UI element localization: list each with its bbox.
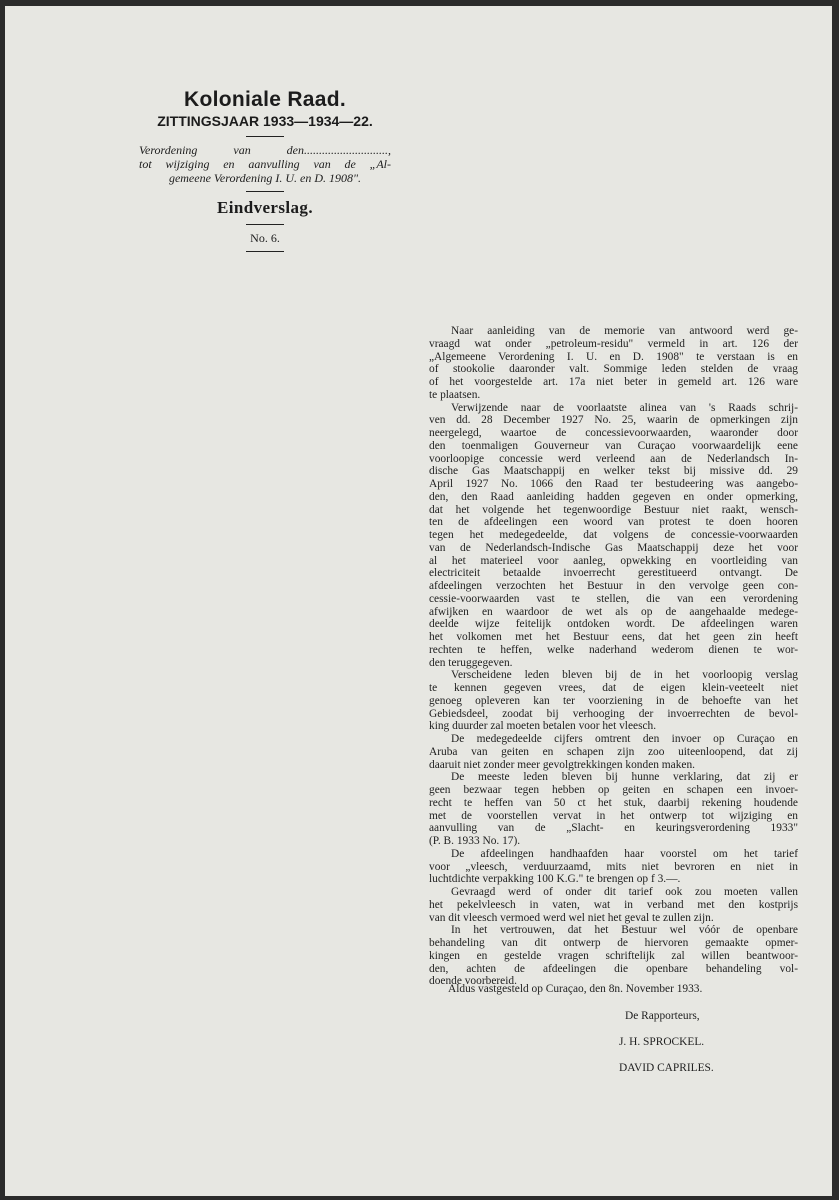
session-year: ZITTINGSJAAR 1933—1934—22. (157, 113, 373, 129)
text-line: Naar aanleiding van de memorie van antwoord werd ge- (451, 325, 798, 337)
text-line: De afdeelingen handhaafden haar voorstel om het tarief (451, 847, 798, 860)
text-line: behandeling van dit ontwerp de hiervoren gemaakte opmer- (429, 937, 798, 949)
text-line: Gebiedsdeel, zoodat bij verhooging der invoerrechten de bevol- (429, 707, 798, 720)
text-line: het volkomen met het Bestuur eens, dat het geen zin heeft (429, 631, 798, 643)
text-line: De meeste leden bleven bij hunne verklaring, dat zij er (451, 771, 798, 784)
document-page (5, 6, 832, 1196)
divider (246, 224, 284, 225)
text-line: In het vertrouwen, dat het Bestuur wel vóór de openbare (451, 924, 798, 937)
ordinance-line: gemeene Verordening I. U. en D. 1908". (168, 171, 362, 185)
text-line: aanvulling van de „Slacht- en keuringsverordening 1933" (429, 822, 798, 835)
paragraph (429, 325, 798, 402)
text-line: Verscheidene leden bleven bij de in het voorloopig verslag (451, 669, 798, 682)
text-line: daaruit niet zonder meer gevolgtrekkingen konden maken. (429, 758, 696, 771)
text-line: Verwijzende naar de voorlaatste alinea van 's Raads schrij- (451, 401, 798, 414)
paragraph (429, 402, 798, 670)
report-title: Eindverslag. (217, 198, 313, 217)
signer-name: J. H. SPROCKEL. (619, 1036, 705, 1048)
text-line: „Algemeene Verordening I. U. en D. 1908" te verstaan is en (429, 350, 798, 363)
text-line: rechten te heffen, welke naderhand wederom dienen te wor- (429, 643, 798, 656)
paragraph (429, 924, 798, 988)
text-line: king duurder zal moeten betalen voor het vleesch. (429, 720, 657, 733)
text-line: deelde wijze feitelijk ontdoken wordt. De afdeelingen waren (429, 618, 798, 631)
ordinance-description (139, 143, 391, 185)
text-line: van de Nederlandsch-Indische Gas Maatschappij deze het voor (429, 541, 798, 554)
text-line: Gevraagd werd of onder dit tarief ook zou moeten vallen (451, 886, 798, 898)
text-line: vraagd wat onder „petroleum-residu" vermeld in art. 126 der (429, 337, 798, 350)
date-line: Aldus vastgesteld op Curaçao, den 8n. November 1933. (448, 983, 703, 995)
paragraph (429, 733, 798, 771)
signer-name: DAVID CAPRILES. (619, 1062, 714, 1074)
text-line: Aruba van geiten en schapen zijn zoo uiteenloopend, dat zij (429, 745, 798, 758)
text-line: afwijken en waardoor de wet als op de aangehaalde medege- (429, 605, 798, 618)
paragraph (429, 669, 798, 733)
rapporteurs-label: De Rapporteurs, (625, 1010, 700, 1022)
text-line: te plaatsen. (429, 388, 481, 401)
report-number: No. 6. (250, 231, 280, 245)
text-line: genoeg opleveren kan ter voorziening in de behoefte van het (429, 694, 798, 707)
ordinance-line: tot wijziging en aanvulling van de „Al- (139, 157, 391, 171)
text-line: (P. B. 1933 No. 17). (429, 835, 521, 847)
text-line: te kennen gegeven vrees, dat de eigen klein-veeteelt niet (429, 682, 798, 694)
report-body (429, 325, 798, 988)
text-line: De medegedeelde cijfers omtrent den invoer op Curaçao en (451, 733, 798, 745)
text-line: neergelegd, waartoe de concessievoorwaarden, waaronder door (429, 427, 798, 439)
paragraph (429, 771, 798, 848)
text-line: ten de afdeelingen een woord van protest te doen hooren (429, 516, 798, 529)
divider (246, 191, 284, 192)
text-line: voor „vleesch, verduurzaamd, mits niet bevroren en niet in (429, 860, 798, 873)
text-line: tegen het medegedeelde, dat volgens de concessie-voorwaarden (429, 529, 798, 541)
divider (246, 251, 284, 252)
paragraph (429, 848, 798, 886)
text-line: het pekelvleesch in vaten, wat in verband met den kostprijs (429, 898, 798, 911)
text-line: kingen en gestelde vragen schriftelijk zal willen beantwoor- (429, 949, 798, 962)
text-line: ven dd. 28 December 1927 No. 25, waarin de opmerkingen zijn (429, 414, 798, 427)
paragraph (429, 886, 798, 924)
text-line: doende voorbereid. (429, 975, 517, 988)
text-line: afdeelingen verzochten het Bestuur in den vervolge geen con- (429, 580, 798, 592)
text-line: of het voorgestelde art. 17a niet beter in gemeld art. 126 ware (429, 376, 798, 388)
text-line: electriciteit betaalde invoerrecht gerestitueerd ontvangt. De (429, 567, 798, 580)
text-line: dat het volgende het tegenwoordige Bestuur niet raakt, wensch- (429, 503, 798, 516)
text-line: voorloopige concessie werd verleend aan de Nederlandsch In- (429, 452, 798, 465)
text-line: van dit vleesch vermoed werd wel niet het geval te zullen zijn. (429, 911, 714, 924)
text-line: dische Gas Maatschappij en welker tekst bij missive dd. 29 (429, 465, 798, 478)
header-block (135, 88, 395, 258)
text-line: den, den Raad aanleiding hadden gegeven en onder opmerking, (429, 490, 798, 503)
ordinance-line: Verordening van den............................, (139, 143, 391, 157)
divider (246, 136, 284, 137)
text-line: geen bezwaar tegen hebben op geiten en schapen een invoer- (429, 784, 798, 796)
council-title: Koloniale Raad. (183, 88, 347, 111)
text-line: recht te heffen van 50 ct het stuk, daarbij rekening houdende (429, 796, 798, 809)
text-line: luchtdichte verpakking 100 K.G." te brengen op f 3.—. (429, 873, 681, 886)
text-line: den toenmaligen Gouverneur van Curaçao voorwaardelijk eene (429, 439, 798, 452)
text-line: cessie-voorwaarden vast te stellen, die van een verordening (429, 592, 798, 605)
text-line: of stookolie daaronder valt. Sommige leden stelden de vraag (429, 363, 798, 376)
text-line: met de voorstellen vervat in het ontwerp tot wijziging en (429, 809, 798, 822)
text-line: April 1927 No. 1066 den Raad ter bestudeering was aangebo- (429, 478, 798, 490)
text-line: den teruggegeven. (429, 656, 513, 669)
text-line: den, achten de afdeelingen die openbare behandeling vol- (429, 962, 798, 975)
text-line: al het materieel voor aanleg, opwekking en voortleiding van (429, 554, 798, 567)
